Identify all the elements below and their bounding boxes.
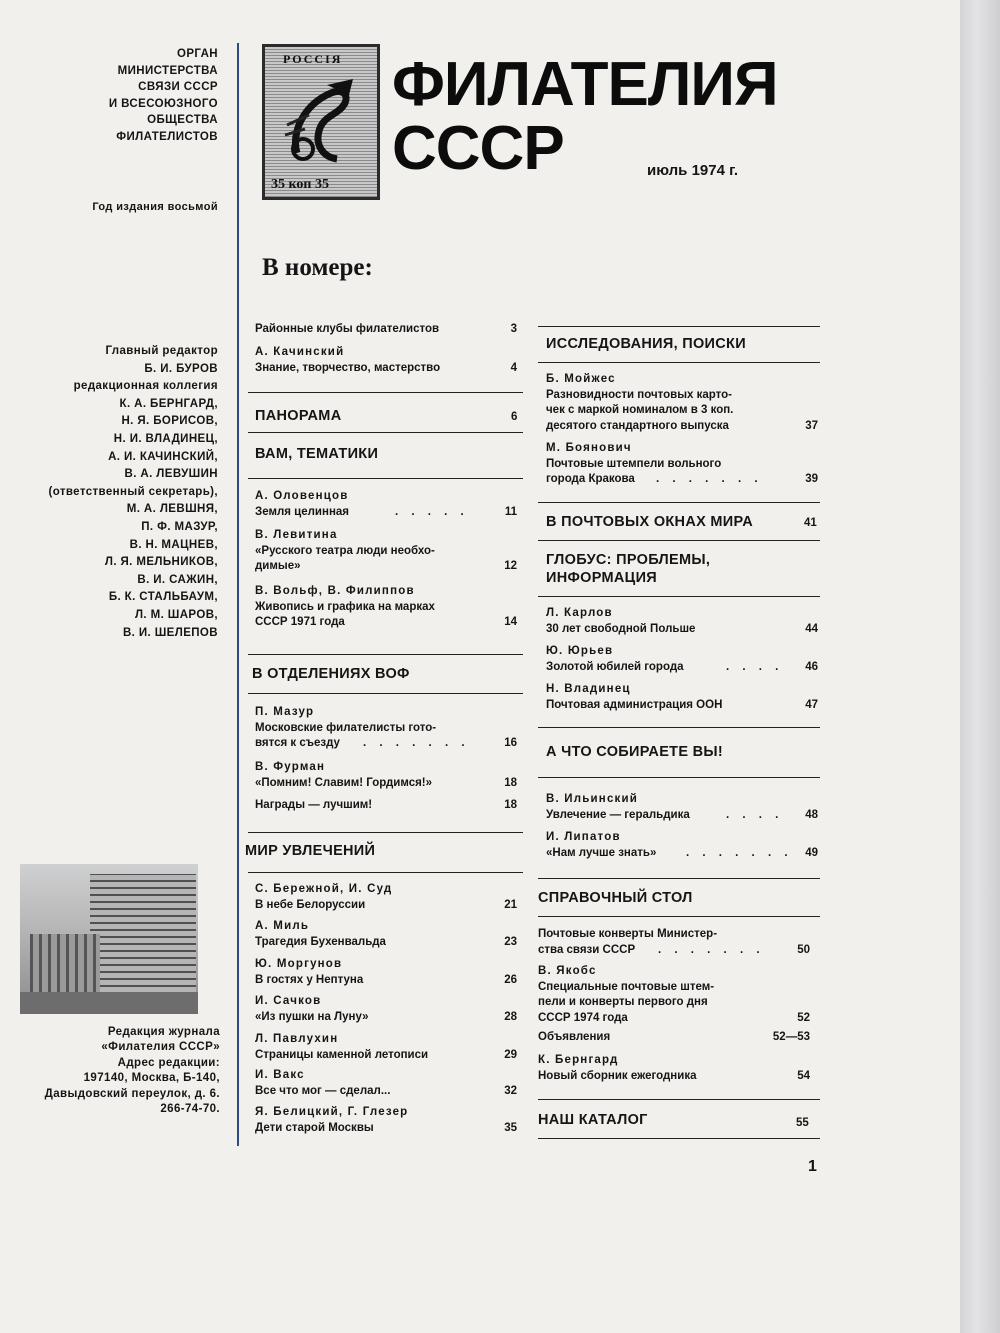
section-rule xyxy=(538,362,820,363)
entry-title: Знание, творчество, мастерство xyxy=(255,361,441,374)
entry-title: Почтовая администрация ООН xyxy=(546,698,723,711)
organ-line: ОРГАН xyxy=(176,48,218,60)
page-ref: 21 xyxy=(504,898,517,911)
entry-title: СССР 1971 года xyxy=(255,616,345,628)
board-member: П. Ф. МАЗУР, xyxy=(141,520,218,533)
page-ref: 6 xyxy=(511,411,518,423)
board-label: редакционная коллегия xyxy=(73,380,218,393)
toc-entry xyxy=(255,919,517,950)
entry-title: Страницы каменной летописи xyxy=(255,1048,429,1061)
entry-title: 30 лет свободной Польше xyxy=(546,622,696,635)
board-member: Н. И. ВЛАДИНЕЦ, xyxy=(113,432,218,445)
publisher-organ xyxy=(20,46,218,145)
board-member: Н. Я. БОРИСОВ, xyxy=(121,415,218,428)
chief-editor-name: Б. И. БУРОВ xyxy=(144,362,218,375)
section-rule xyxy=(248,432,523,433)
board-member: М. А. ЛЕВШНЯ, xyxy=(126,503,218,516)
section-rule xyxy=(538,326,820,327)
page-ref: 39 xyxy=(805,473,818,485)
entry-title: Новый сборник ежегодника xyxy=(538,1069,697,1082)
entry-title: Живопись и графика на марках xyxy=(255,600,435,613)
page-ref: 26 xyxy=(504,973,517,986)
entry-author: К. Бернгард xyxy=(538,1054,619,1066)
board-member: (ответственный секретарь), xyxy=(48,485,218,498)
toc-entry: М. Боянович Почтовые штемпели вольного города Кракова . . . . . . . 39 xyxy=(546,441,818,488)
page-ref: 47 xyxy=(805,698,818,711)
board-member: В. И. САЖИН, xyxy=(137,573,218,586)
editorial-address xyxy=(20,1025,220,1117)
entry-author: И. Сачков xyxy=(255,995,322,1007)
postage-stamp xyxy=(262,44,380,200)
board-member: Л. М. ШАРОВ, xyxy=(134,608,218,621)
page-ref: 11 xyxy=(504,505,517,518)
entry-author: А. Миль xyxy=(255,920,310,932)
entry-author: В. Якобс xyxy=(538,965,597,977)
entry-author: П. Мазур xyxy=(255,706,315,718)
entry-title: Почтовые конверты Министер- xyxy=(538,928,718,940)
toc-entry: А. Оловенцов Земля целинная . . . . . 11 xyxy=(255,489,517,520)
entry-author: В. Левитина xyxy=(255,529,338,541)
entry-title: Золотой юбилей города xyxy=(546,660,684,673)
section-heading: ИНФОРМАЦИЯ xyxy=(546,570,658,586)
entry-title: Трагедия Бухенвальда xyxy=(255,935,386,948)
section-rule xyxy=(538,540,820,541)
section-rule xyxy=(538,727,820,728)
address-line: Редакция журнала xyxy=(107,1026,220,1038)
entry-author: И. Вакс xyxy=(255,1069,305,1081)
entry-author: М. Боянович xyxy=(546,442,632,454)
organ-line: МИНИСТЕРСТВА xyxy=(117,64,218,77)
entry-title: вятся к съезду xyxy=(255,737,340,749)
section-rule xyxy=(248,478,523,479)
section-rule xyxy=(538,596,820,597)
page-ref: 3 xyxy=(510,323,517,335)
entry-author: В. Фурман xyxy=(255,761,326,773)
entry-author: А. Качинский xyxy=(255,346,345,358)
entry-author: А. Оловенцов xyxy=(255,490,349,502)
toc-entry xyxy=(255,1032,517,1063)
section-heading: МИР УВЛЕЧЕНИЙ xyxy=(245,843,376,859)
entry-author: В. Вольф, В. Филиппов xyxy=(255,585,415,597)
building-facade xyxy=(90,874,196,994)
stamp-country: РОССIЯ xyxy=(283,52,343,66)
street xyxy=(20,992,198,1014)
entry-title: Разновидности почтовых карто- xyxy=(546,388,732,401)
editorial-board xyxy=(20,343,218,642)
entry-author: И. Липатов xyxy=(546,831,621,843)
address-line: 266-74-70. xyxy=(160,1103,220,1116)
toc-entry xyxy=(255,798,517,814)
column-divider xyxy=(237,43,239,1146)
organ-line: ФИЛАТЕЛИСТОВ xyxy=(116,130,218,143)
address-line: Адрес редакции: xyxy=(117,1056,220,1069)
page-ref: 52 xyxy=(797,1011,810,1024)
organ-line: ОБЩЕСТВА xyxy=(147,114,218,126)
section-rule xyxy=(248,693,523,694)
entry-author: Л. Карлов xyxy=(546,607,613,619)
toc-entry: И. Липатов «Нам лучше знать» . . . . . . . 49 xyxy=(546,830,818,861)
toc-entry xyxy=(538,1053,810,1084)
board-member: В. И. ШЕЛЕПОВ xyxy=(122,626,218,639)
section-rule xyxy=(248,654,523,655)
entry-title: Все что мог — сделал... xyxy=(255,1084,391,1097)
page-ref: 23 xyxy=(504,935,517,948)
entry-author: С. Бережной, И. Суд xyxy=(255,883,393,895)
page-ref: 32 xyxy=(504,1084,517,1097)
section-heading: ВАМ, ТЕМАТИКИ xyxy=(255,446,379,462)
entry-title: Награды — лучшим! xyxy=(255,799,373,811)
page-ref: 50 xyxy=(797,943,810,956)
chief-editor-label: Главный редактор xyxy=(105,345,218,357)
page-ref: 54 xyxy=(797,1069,810,1082)
entry-title: Дети старой Москвы xyxy=(255,1121,374,1134)
toc-entry: П. Мазур Московские филателисты гото- вятся к съезду . . . . . . . 16 xyxy=(255,705,517,752)
entry-title: димые» xyxy=(255,560,301,572)
entry-title: Районные клубы филателистов xyxy=(255,323,440,335)
board-member: Б. К. СТАЛЬБАУМ, xyxy=(108,591,218,604)
toc-entry xyxy=(538,964,810,1026)
page-ref: 16 xyxy=(504,737,517,749)
stamp-emblem-icon xyxy=(279,75,365,167)
page-ref: 14 xyxy=(504,616,517,628)
page-ref: 55 xyxy=(796,1117,809,1129)
section-heading: А ЧТО СОБИРАЕТЕ ВЫ! xyxy=(546,744,724,760)
board-member: В. А. ЛЕВУШИН xyxy=(124,468,218,481)
toc-entry xyxy=(546,606,818,637)
organ-line: СВЯЗИ СССР xyxy=(138,81,218,93)
page-ref: 35 xyxy=(504,1121,517,1134)
toc-entry xyxy=(255,528,517,575)
toc-entry xyxy=(255,1105,517,1136)
contents-heading: В номере: xyxy=(262,254,373,281)
organ-line: И ВСЕСОЮЗНОГО xyxy=(108,97,218,110)
magazine-title-line-2: СССР xyxy=(392,114,564,183)
address-line: Давыдовский переулок, д. 6. xyxy=(44,1087,220,1100)
toc-entry xyxy=(255,760,517,791)
toc-entry xyxy=(255,994,517,1025)
page-ref: 44 xyxy=(805,622,818,635)
entry-title: «Из пушки на Луну» xyxy=(255,1010,369,1023)
section-rule xyxy=(538,777,820,778)
entry-title: города Кракова xyxy=(546,473,635,485)
address-line: «Филателия СССР» xyxy=(101,1041,220,1054)
section-rule xyxy=(248,832,523,833)
page-ref: 12 xyxy=(504,560,517,572)
page-ref: 49 xyxy=(805,846,818,859)
entry-author: Б. Мойжес xyxy=(546,373,616,385)
entry-author: Л. Павлухин xyxy=(255,1033,339,1045)
toc-entry: Ю. Юрьев Золотой юбилей города . . . . 46 xyxy=(546,644,818,675)
entry-title: чек с маркой номиналом в 3 коп. xyxy=(546,404,734,416)
entry-title: В небе Белоруссии xyxy=(255,898,366,911)
entry-title: В гостях у Нептуна xyxy=(255,973,364,986)
toc-entry xyxy=(255,1068,517,1099)
entry-title: ства связи СССР xyxy=(538,943,636,956)
section-rule xyxy=(538,502,820,503)
section-rule xyxy=(248,392,523,393)
section-heading: В ОТДЕЛЕНИЯХ ВОФ xyxy=(252,666,410,682)
editorial-building-photo xyxy=(20,864,198,1014)
toc-entry xyxy=(255,345,517,376)
page-number: 1 xyxy=(808,1158,817,1175)
toc-entry: Почтовые конверты Министер- ства связи СССР . . . . . . . 50 xyxy=(538,927,810,958)
page-ref: 41 xyxy=(804,517,817,529)
entry-title: десятого стандартного выпуска xyxy=(546,419,729,432)
stamp-value: 35 коп 35 xyxy=(271,177,329,192)
section-rule xyxy=(248,872,523,873)
address-line: 197140, Москва, Б-140, xyxy=(83,1072,220,1085)
board-member: А. И. КАЧИНСКИЙ, xyxy=(108,450,218,463)
page-ref: 4 xyxy=(510,361,517,374)
page-ref: 29 xyxy=(504,1048,517,1061)
section-heading: ПАНОРАМА xyxy=(255,408,342,424)
section-rule xyxy=(538,1138,820,1139)
entry-title: Увлечение — геральдика xyxy=(546,808,690,821)
entry-title: «Русского театра люди необхо- xyxy=(255,544,435,557)
toc-entry xyxy=(255,882,517,913)
entry-author: Ю. Моргунов xyxy=(255,958,343,970)
toc-entry xyxy=(255,584,517,631)
page-ref: 18 xyxy=(504,799,517,811)
year-line: Год издания восьмой xyxy=(92,201,218,213)
board-member: В. Н. МАЦНЕВ, xyxy=(129,538,218,551)
entry-author: Ю. Юрьев xyxy=(546,645,614,657)
section-heading: НАШ КАТАЛОГ xyxy=(538,1112,648,1128)
entry-title: «Помним! Славим! Гордимся!» xyxy=(255,776,433,789)
page-ref: 46 xyxy=(805,660,818,673)
entry-title: Почтовые штемпели вольного xyxy=(546,457,722,470)
page-ref: 37 xyxy=(805,419,818,432)
toc-entry xyxy=(255,322,517,338)
entry-title: Земля целинная xyxy=(255,505,350,518)
entry-title: Московские филателисты гото- xyxy=(255,721,437,734)
entry-title: пели и конверты первого дня xyxy=(538,996,708,1008)
section-heading: В ПОЧТОВЫХ ОКНАХ МИРА xyxy=(546,514,753,530)
page-ref: 48 xyxy=(805,808,818,821)
toc-entry xyxy=(546,682,818,713)
board-member: Л. Я. МЕЛЬНИКОВ, xyxy=(104,556,218,569)
entry-author: Я. Белицкий, Г. Глезер xyxy=(255,1106,409,1118)
toc-entry xyxy=(538,1030,810,1046)
section-heading: СПРАВОЧНЫЙ СТОЛ xyxy=(538,890,693,906)
toc-entry xyxy=(255,957,517,988)
background-surface xyxy=(960,0,1000,1333)
magazine-title-line-1: ФИЛАТЕЛИЯ xyxy=(392,50,778,119)
toc-entry: В. Ильинский Увлечение — геральдика . . . . 48 xyxy=(546,792,818,823)
section-rule xyxy=(538,916,820,917)
page-ref: 28 xyxy=(504,1010,517,1023)
toc-entry xyxy=(546,372,818,434)
entry-author: В. Ильинский xyxy=(546,793,639,805)
entry-author: Н. Владинец xyxy=(546,683,631,695)
section-heading: ИССЛЕДОВАНИЯ, ПОИСКИ xyxy=(546,336,746,352)
page-ref: 18 xyxy=(504,776,517,789)
section-heading: ГЛОБУС: ПРОБЛЕМЫ, xyxy=(546,552,711,568)
section-rule xyxy=(538,1099,820,1100)
entry-title: Объявления xyxy=(538,1031,611,1043)
entry-title: СССР 1974 года xyxy=(538,1011,628,1024)
entry-title: «Нам лучше знать» xyxy=(546,846,657,859)
section-rule xyxy=(538,878,820,879)
page-ref: 52—53 xyxy=(772,1031,810,1043)
building-lower-wing xyxy=(30,934,100,994)
issue-date: июль 1974 г. xyxy=(647,162,739,179)
entry-title: Специальные почтовые штем- xyxy=(538,980,715,993)
board-member: К. А. БЕРНГАРД, xyxy=(119,397,218,410)
